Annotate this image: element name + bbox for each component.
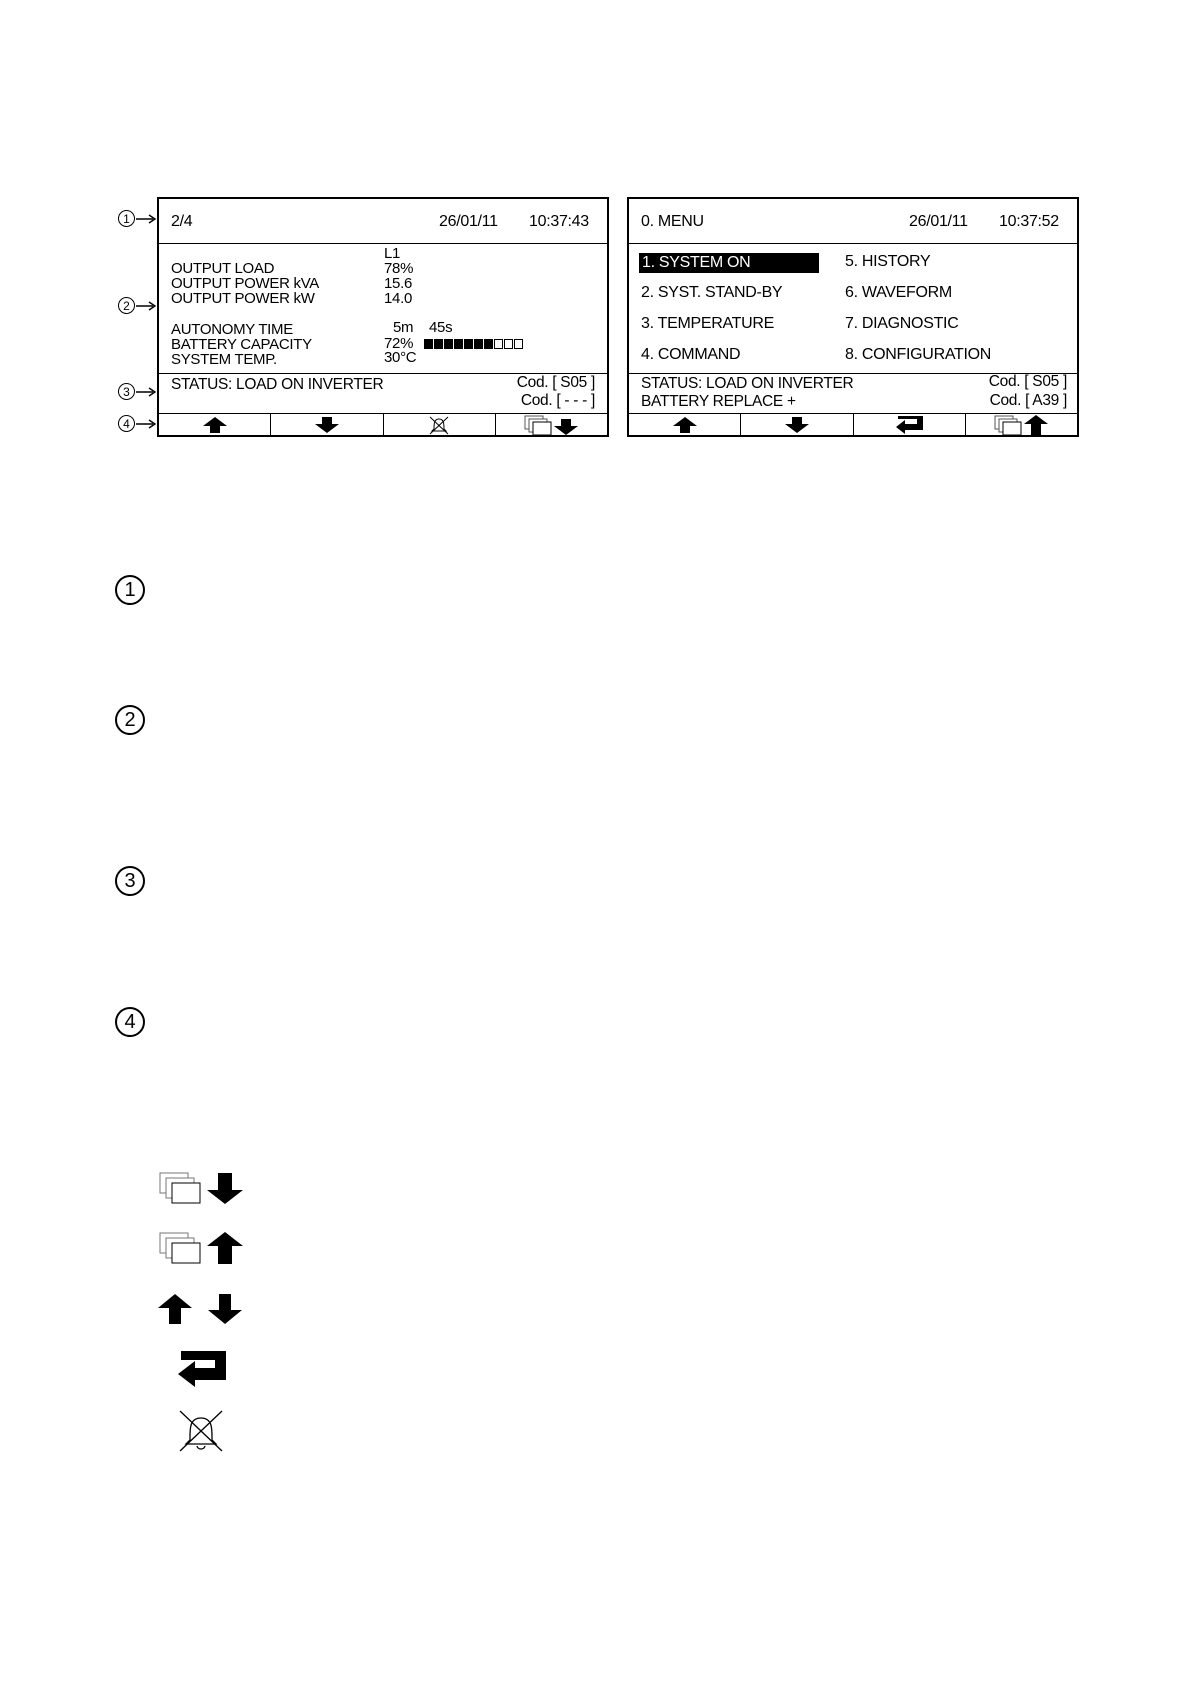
panel-body [159, 243, 607, 374]
battery-cell [494, 339, 503, 349]
menu-title: 0. MENU [641, 213, 704, 230]
callout-number: 2 [118, 297, 135, 314]
function-keys [629, 414, 1077, 435]
row-label: OUTPUT POWER kW [171, 290, 315, 307]
menu-item-standby[interactable]: 2. SYST. STAND-BY [641, 284, 783, 301]
temp-value: 30°C [384, 349, 417, 366]
battery-cell [444, 339, 453, 349]
callout-1 [118, 210, 157, 227]
key-pages-up[interactable] [966, 414, 1077, 435]
key-down[interactable] [271, 414, 383, 435]
status-code-1: Cod. [ S05 ] [988, 373, 1067, 390]
pages-up-icon [992, 414, 1050, 436]
row-value: 14.0 [384, 290, 412, 307]
battery-cell [454, 339, 463, 349]
panel-header [159, 199, 607, 244]
section-marker-2: 2 [115, 705, 145, 735]
key-pages-down[interactable] [496, 414, 607, 435]
section-marker-1: 1 [115, 575, 145, 605]
callout-number: 1 [118, 210, 135, 227]
lcd-panel-menu [627, 197, 1079, 437]
arrow-up-icon [672, 416, 698, 434]
section-marker-3: 3 [115, 866, 145, 896]
menu-body [629, 243, 1077, 374]
pages-down-icon [522, 414, 580, 436]
battery-cell [464, 339, 473, 349]
column-label: L1 [384, 245, 401, 262]
autonomy-label: AUTONOMY TIME [171, 321, 293, 338]
enter-icon [175, 1350, 227, 1388]
arrow-right-icon [135, 213, 157, 225]
status-line-2: BATTERY REPLACE + [641, 393, 796, 410]
status-bar [159, 373, 607, 414]
row-label: OUTPUT POWER kVA [171, 275, 319, 292]
arrow-down-icon [784, 416, 810, 434]
page-indicator: 2/4 [171, 213, 193, 230]
key-enter[interactable] [854, 414, 966, 435]
header-date: 26/01/11 [909, 213, 968, 230]
status-code-2: Cod. [ - - - ] [520, 392, 595, 409]
menu-item-diagnostic[interactable]: 7. DIAGNOSTIC [845, 315, 959, 332]
battery-cell [514, 339, 523, 349]
header-time: 10:37:52 [999, 213, 1059, 230]
arrow-up-icon [202, 416, 228, 434]
callout-number: 4 [118, 415, 135, 432]
arrows-up-down-icon [157, 1292, 247, 1326]
battery-label: BATTERY CAPACITY [171, 336, 312, 353]
battery-bar [424, 339, 523, 349]
battery-value: 72% [384, 335, 414, 352]
status-bar [629, 373, 1077, 414]
arrow-right-icon [135, 386, 157, 398]
alarm-mute-icon [177, 1408, 225, 1454]
status-text: STATUS: LOAD ON INVERTER [641, 375, 854, 392]
pages-up-icon [157, 1230, 247, 1266]
row-value: 15.6 [384, 275, 412, 292]
header-time: 10:37:43 [529, 213, 589, 230]
status-text: STATUS: LOAD ON INVERTER [171, 376, 384, 393]
callout-2 [118, 297, 157, 314]
section-marker-4: 4 [115, 1007, 145, 1037]
key-down[interactable] [741, 414, 853, 435]
alarm-mute-icon [427, 415, 451, 435]
key-up[interactable] [159, 414, 271, 435]
panel-header [629, 199, 1077, 244]
menu-item-configuration[interactable]: 8. CONFIGURATION [845, 346, 992, 363]
callout-number: 3 [118, 383, 135, 400]
key-up[interactable] [629, 414, 741, 435]
menu-item-waveform[interactable]: 6. WAVEFORM [845, 284, 952, 301]
key-alarm-mute[interactable] [384, 414, 496, 435]
pages-down-icon [157, 1170, 247, 1206]
status-code-2: Cod. [ A39 ] [989, 392, 1067, 409]
arrow-right-icon [135, 300, 157, 312]
battery-cell [474, 339, 483, 349]
autonomy-minutes: 5m [393, 319, 414, 336]
temp-label: SYSTEM TEMP. [171, 351, 277, 368]
header-date: 26/01/11 [439, 213, 498, 230]
battery-cell [434, 339, 443, 349]
arrow-right-icon [135, 418, 157, 430]
arrow-down-icon [314, 416, 340, 434]
autonomy-seconds: 45s [429, 319, 453, 336]
lcd-panel-measurements [157, 197, 609, 437]
callout-3 [118, 383, 157, 400]
enter-icon [894, 415, 924, 435]
menu-item-temperature[interactable]: 3. TEMPERATURE [641, 315, 775, 332]
battery-cell [484, 339, 493, 349]
row-value: 78% [384, 260, 414, 277]
battery-cell [504, 339, 513, 349]
function-keys [159, 414, 607, 435]
menu-item-system-on[interactable]: 1. SYSTEM ON [639, 253, 819, 273]
menu-item-command[interactable]: 4. COMMAND [641, 346, 741, 363]
status-code-1: Cod. [ S05 ] [516, 374, 595, 391]
battery-cell [424, 339, 433, 349]
callout-4 [118, 415, 157, 432]
row-label: OUTPUT LOAD [171, 260, 275, 277]
menu-item-history[interactable]: 5. HISTORY [845, 253, 931, 270]
